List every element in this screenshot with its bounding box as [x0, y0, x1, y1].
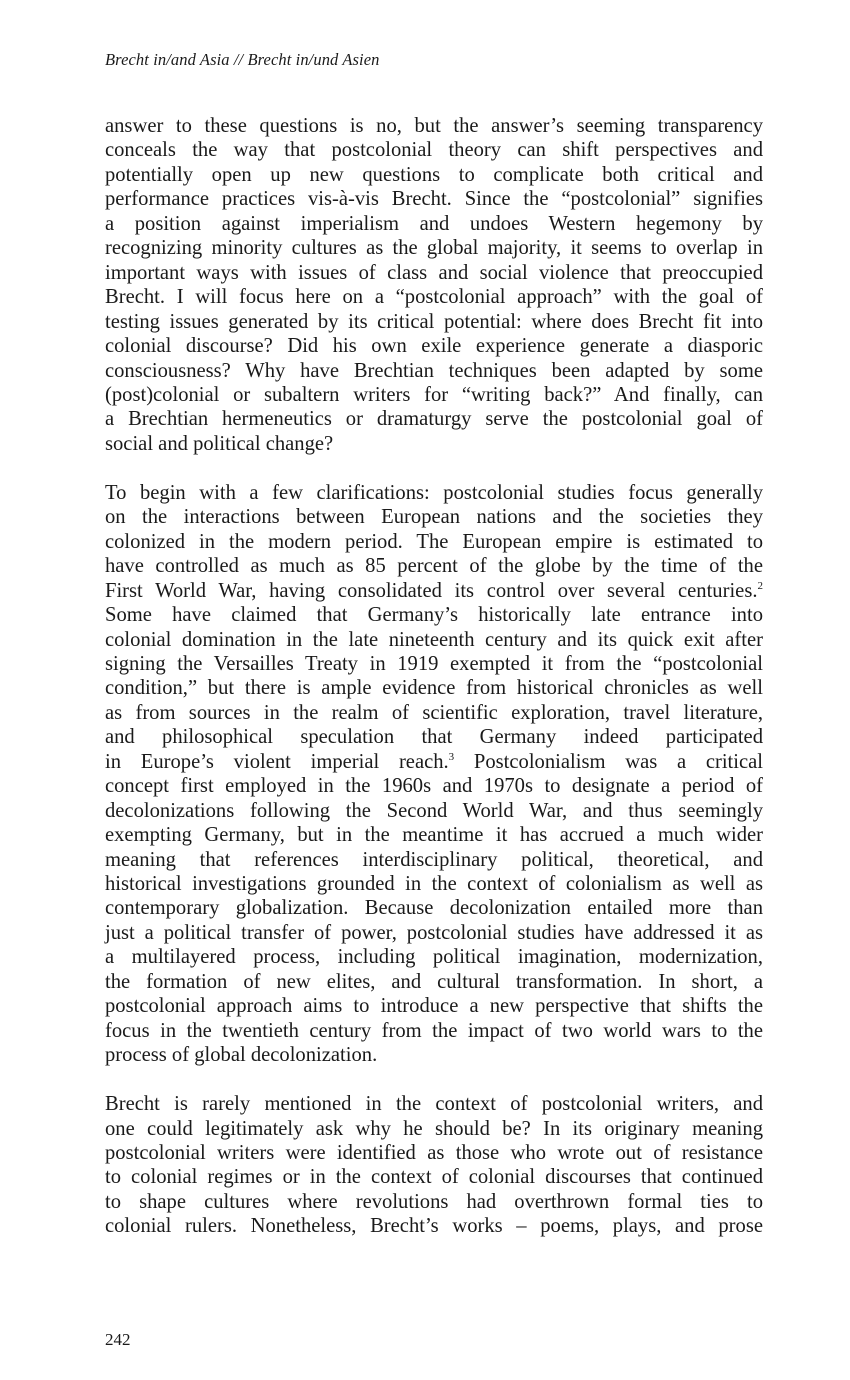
text-line: as from sources in the realm of scientific exploration, travel literature, — [105, 701, 763, 724]
text-line: focus in the twentieth century from the impact of two world wars to the — [105, 1019, 763, 1042]
paragraph-3 — [105, 1092, 763, 1239]
page-number: 242 — [105, 1330, 131, 1349]
text-line: contemporary globalization. Because decolonization entailed more than — [105, 897, 763, 920]
text-line: consciousness? Why have Brechtian techniques been adapted by some — [105, 359, 763, 382]
text-line: conceals the way that postcolonial theory can shift perspectives and — [105, 139, 763, 162]
text-line: condition,” but there is ample evidence from historical chronicles as well — [105, 677, 763, 700]
text-line: To begin with a few clarifications: postcolonial studies focus generally — [105, 481, 763, 504]
text-line: on the interactions between European nations and the societies they — [105, 506, 763, 529]
text-line-tail: Postcolonialism was a critical — [454, 750, 763, 773]
text-line: Brecht. I will focus here on a “postcolonial approach” with the goal of — [105, 286, 763, 309]
text-line: answer to these questions is no, but the answer’s seeming transparency — [105, 115, 763, 137]
text-line: potentially open up new questions to complicate both critical and — [105, 163, 763, 186]
text-line: recognizing minority cultures as the global majority, it seems to overlap in — [105, 237, 763, 260]
text-line: postcolonial writers were identified as those who wrote out of resistance — [105, 1142, 763, 1164]
text-line: signing the Versailles Treaty in 1919 exempted it from the “postcolonial — [105, 652, 763, 675]
paragraph-2 — [105, 481, 763, 1068]
text-line-with-footnote — [105, 579, 763, 603]
text-line: exempting Germany, but in the meantime it has accrued a much wider — [105, 824, 763, 847]
text-line: decolonizations following the Second World War, and thus seemingly — [105, 799, 763, 822]
text-line: to colonial regimes or in the context of colonial discourses that continued — [105, 1166, 763, 1189]
text-line: a position against imperialism and undoes Western hegemony by — [105, 212, 763, 235]
text-line: historical investigations grounded in the context of colonialism as well as — [105, 873, 763, 896]
text-line: one could legitimately ask why he should be? In its originary meaning — [105, 1117, 763, 1140]
running-header: Brecht in/and Asia // Brecht in/und Asien — [105, 50, 380, 69]
footnote-marker: 3 — [448, 750, 455, 763]
text-line: have controlled as much as 85 percent of the globe by the time of the — [105, 555, 763, 578]
text-line: and philosophical speculation that Germany indeed participated — [105, 726, 763, 749]
text-line-with-footnote — [105, 750, 763, 774]
paragraph-1 — [105, 114, 763, 456]
text-line: Some have claimed that Germany’s historically late entrance into — [105, 604, 763, 627]
text-line: colonial rulers. Nonetheless, Brecht’s works – poems, plays, and prose — [105, 1215, 763, 1238]
text-line: postcolonial approach aims to introduce a new perspective that shifts the — [105, 995, 763, 1018]
text-line: (post)colonial or subaltern writers for “writing back?” And finally, can — [105, 383, 763, 406]
text-line: in Europe’s violent imperial reach. — [105, 750, 449, 773]
body-text — [105, 114, 763, 1239]
text-line: testing issues generated by its critical potential: where does Brecht fit into — [105, 310, 763, 333]
text-line: concept first employed in the 1960s and 1970s to designate a period of — [105, 775, 763, 798]
text-line: colonial discourse? Did his own exile experience generate a diasporic — [105, 335, 763, 358]
text-line: meaning that references interdisciplinary political, theoretical, and — [105, 848, 763, 871]
footnote-marker: 2 — [757, 579, 763, 592]
text-line: colonial domination in the late nineteenth century and its quick exit after — [105, 628, 763, 651]
text-line: a Brechtian hermeneutics or dramaturgy serve the postcolonial goal of — [105, 408, 763, 431]
text-line: performance practices vis-à-vis Brecht. Since the “postcolonial” signifies — [105, 188, 763, 211]
text-line: process of global decolonization. — [105, 1044, 378, 1067]
text-line: colonized in the modern period. The European empire is estimated to — [105, 530, 763, 553]
text-line: to shape cultures where revolutions had overthrown formal ties to — [105, 1190, 763, 1213]
text-line: important ways with issues of class and social violence that preoccupied — [105, 261, 763, 284]
text-line: just a political transfer of power, postcolonial studies have addressed it as — [105, 921, 763, 944]
text-line: First World War, having consolidated its control over several centuries. — [105, 579, 758, 602]
text-line: a multilayered process, including political imagination, modernization, — [105, 946, 763, 969]
text-line: social and political change? — [105, 432, 334, 455]
text-line: Brecht is rarely mentioned in the context of postcolonial writers, and — [105, 1093, 763, 1116]
text-line: the formation of new elites, and cultural transformation. In short, a — [105, 970, 763, 993]
